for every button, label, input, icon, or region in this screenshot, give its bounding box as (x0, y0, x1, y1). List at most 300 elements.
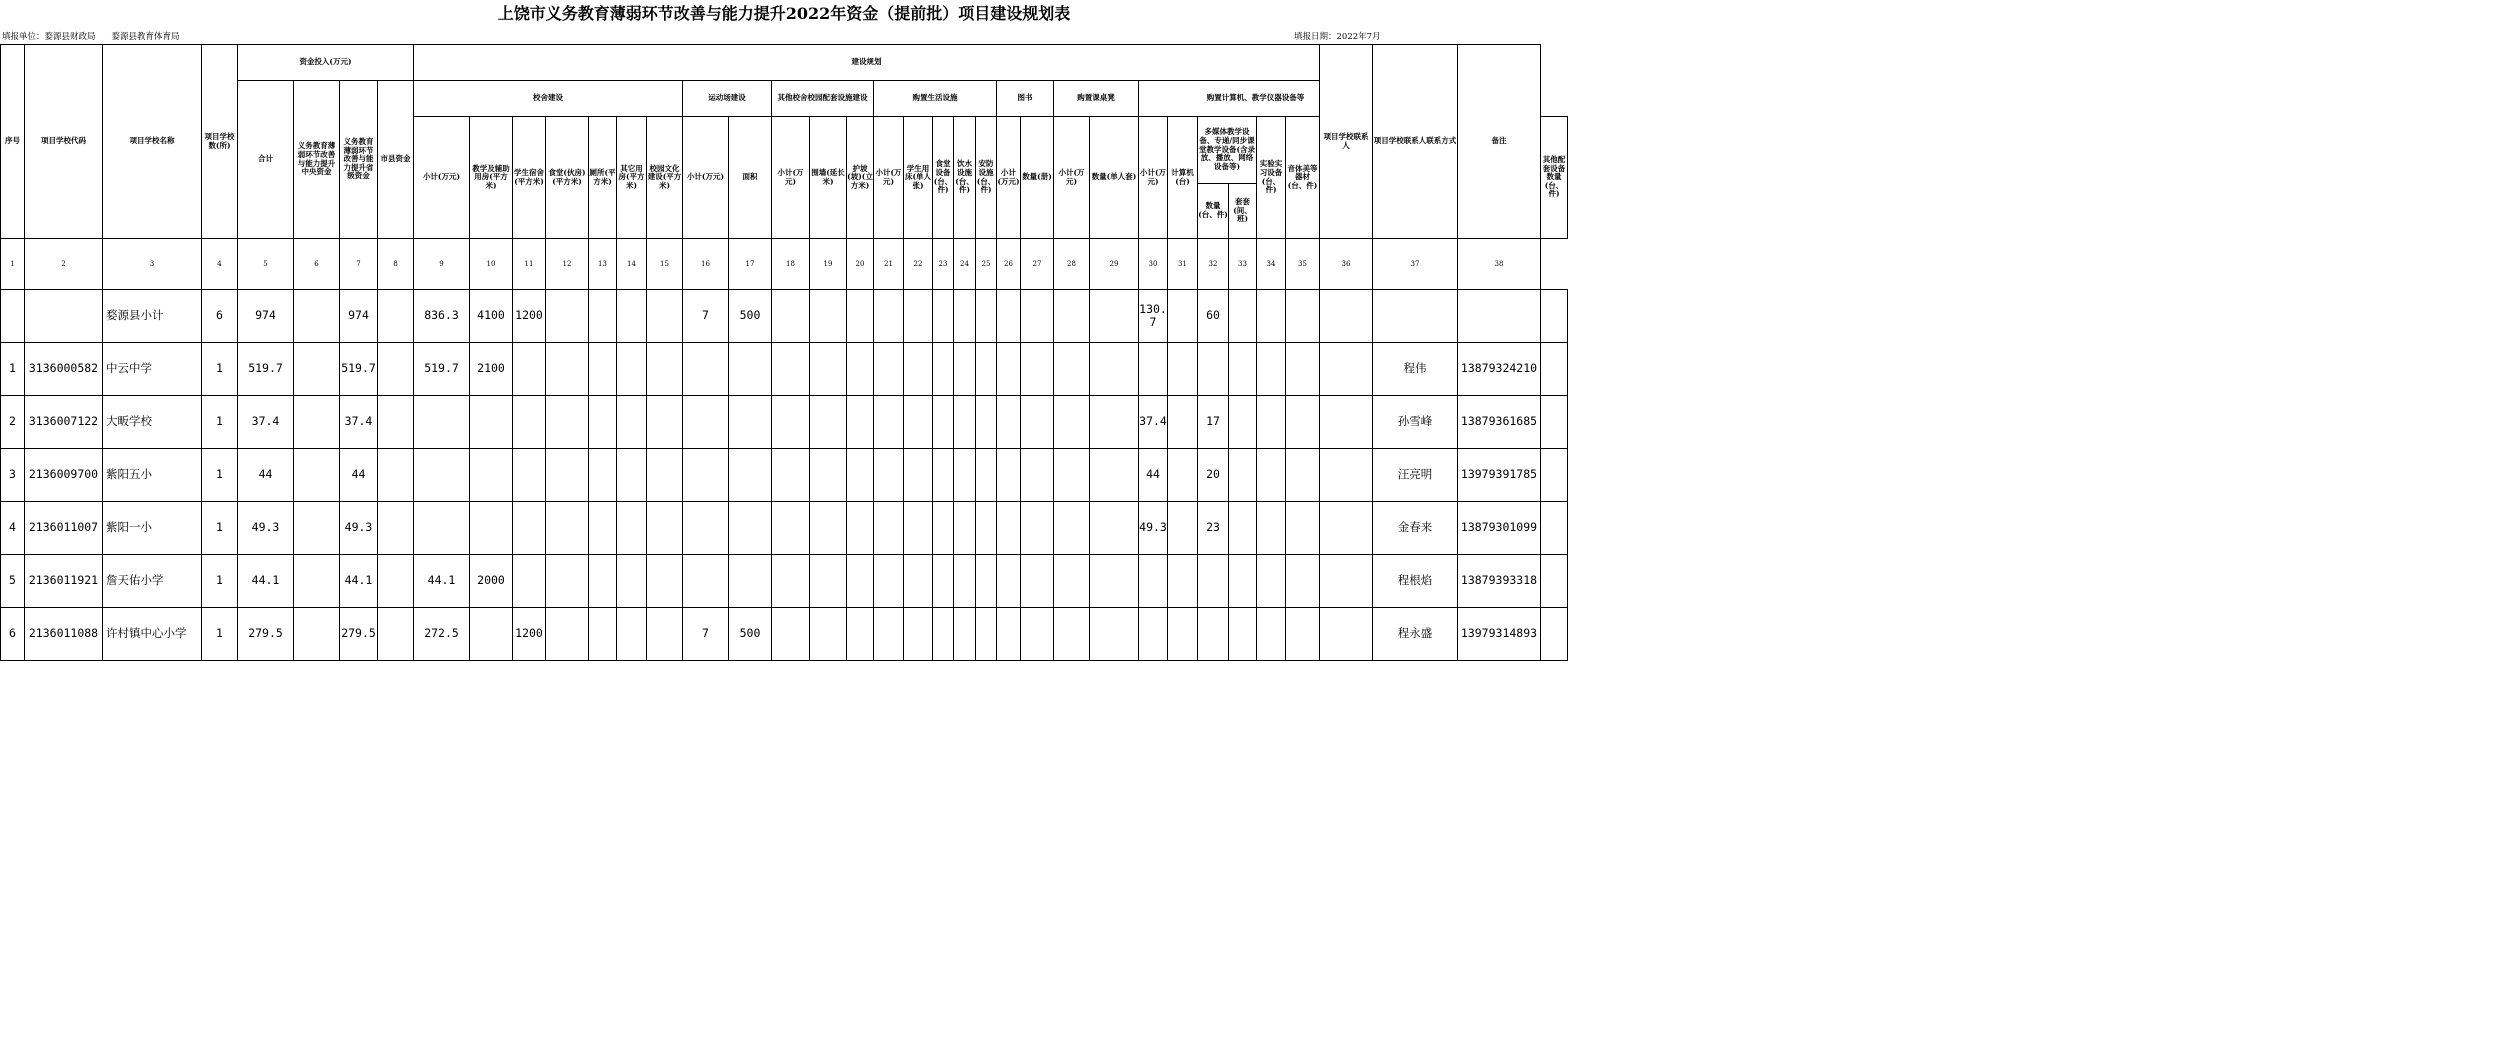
cell-canteen (546, 343, 589, 396)
header-funds: 资金投入(万元) (238, 45, 414, 81)
header-group-books: 图书 (997, 81, 1054, 117)
cell-book-qty (1021, 290, 1054, 343)
cell-water (954, 449, 976, 502)
cell-remark (1541, 449, 1568, 502)
column-number: 26 (997, 239, 1021, 290)
header-group-school-building: 校舍建设 (414, 81, 683, 117)
cell-desk-qty (1090, 502, 1139, 555)
cell-mm-sets (1229, 396, 1257, 449)
cell-province-fund: 44.1 (340, 555, 378, 608)
cell-contact: 程永盛 (1373, 608, 1458, 661)
cell-living-subtotal (874, 343, 904, 396)
cell-mm-qty (1198, 343, 1229, 396)
cell-total: 44 (238, 449, 294, 502)
cell-mm-sets (1229, 449, 1257, 502)
cell-water (954, 502, 976, 555)
cell-slope (847, 608, 874, 661)
cell-sports-area (729, 449, 772, 502)
cell-central-fund (294, 555, 340, 608)
cell-phone (1458, 290, 1541, 343)
column-number: 3 (103, 239, 202, 290)
cell-toilet (589, 608, 617, 661)
cell-book-subtotal (997, 449, 1021, 502)
cell-ancillary-subtotal (772, 608, 810, 661)
cell-seq: 1 (1, 343, 25, 396)
cell-seq: 2 (1, 396, 25, 449)
header-living-subtotal: 小计(万元) (874, 117, 904, 239)
cell-art (1286, 290, 1320, 343)
cell-other-rooms (617, 396, 647, 449)
header-canteen-equipment: 食堂设备(台、件) (933, 117, 954, 239)
cell-city-fund (378, 555, 414, 608)
cell-dormitory (513, 449, 546, 502)
cell-canteen (546, 608, 589, 661)
cell-mm-qty: 23 (1198, 502, 1229, 555)
cell-art (1286, 396, 1320, 449)
cell-culture (647, 396, 683, 449)
cell-teaching-rooms (470, 396, 513, 449)
header-school-code: 项目学校代码 (25, 45, 103, 239)
cell-book-subtotal (997, 343, 1021, 396)
cell-pc (1168, 608, 1198, 661)
cell-central-fund (294, 502, 340, 555)
cell-living-subtotal (874, 396, 904, 449)
cell-central-fund (294, 290, 340, 343)
cell-computer-subtotal: 44 (1139, 449, 1168, 502)
cell-art (1286, 343, 1320, 396)
column-number: 29 (1090, 239, 1139, 290)
cell-slope (847, 555, 874, 608)
column-number: 16 (683, 239, 729, 290)
header-plan: 建设规划 (414, 45, 1320, 81)
cell-slope (847, 449, 874, 502)
cell-other-rooms (617, 343, 647, 396)
header-total: 合计 (238, 81, 294, 239)
header-desk-qty: 数量(单人套) (1090, 117, 1139, 239)
cell-dormitory: 1200 (513, 290, 546, 343)
cell-code: 3136007122 (25, 396, 103, 449)
cell-book-qty (1021, 608, 1054, 661)
cell-city-fund (378, 343, 414, 396)
header-computer-subtotal: 小计(万元) (1139, 117, 1168, 239)
cell-canteen-equipment (933, 290, 954, 343)
cell-lab (1257, 290, 1286, 343)
cell-total: 974 (238, 290, 294, 343)
cell-computer-subtotal: 37.4 (1139, 396, 1168, 449)
cell-slope (847, 290, 874, 343)
cell-book-subtotal (997, 396, 1021, 449)
header-mm-qty: 数量(台、件) (1198, 184, 1229, 238)
cell-wall (810, 502, 847, 555)
cell-desk-subtotal (1054, 502, 1090, 555)
cell-seq: 5 (1, 555, 25, 608)
cell-dormitory (513, 502, 546, 555)
cell-water (954, 555, 976, 608)
cell-other-equipment (1320, 608, 1373, 661)
cell-ancillary-subtotal (772, 343, 810, 396)
cell-seq: 6 (1, 608, 25, 661)
column-number: 18 (772, 239, 810, 290)
cell-school-name: 詹天佑小学 (103, 555, 202, 608)
column-number: 34 (1257, 239, 1286, 290)
cell-remark (1541, 396, 1568, 449)
cell-count: 1 (202, 555, 238, 608)
cell-canteen (546, 396, 589, 449)
cell-sports-area (729, 396, 772, 449)
cell-desk-subtotal (1054, 396, 1090, 449)
column-number: 11 (513, 239, 546, 290)
cell-mm-sets (1229, 343, 1257, 396)
cell-seq (1, 290, 25, 343)
cell-mm-sets (1229, 502, 1257, 555)
column-number: 1 (1, 239, 25, 290)
table-row (1, 396, 1568, 449)
cell-count: 1 (202, 608, 238, 661)
cell-other-rooms (617, 608, 647, 661)
column-number: 10 (470, 239, 513, 290)
cell-school-name: 中云中学 (103, 343, 202, 396)
cell-central-fund (294, 343, 340, 396)
cell-school-name: 许村镇中心小学 (103, 608, 202, 661)
cell-pc (1168, 555, 1198, 608)
column-number: 38 (1458, 239, 1541, 290)
cell-dormitory (513, 396, 546, 449)
cell-pc (1168, 290, 1198, 343)
cell-desk-qty (1090, 555, 1139, 608)
cell-remark (1541, 608, 1568, 661)
column-number: 28 (1054, 239, 1090, 290)
cell-computer-subtotal: 49.3 (1139, 502, 1168, 555)
cell-toilet (589, 502, 617, 555)
cell-count: 1 (202, 502, 238, 555)
cell-building-subtotal (414, 396, 470, 449)
cell-book-subtotal (997, 555, 1021, 608)
cell-computer-subtotal: 130.7 (1139, 290, 1168, 343)
cell-building-subtotal (414, 449, 470, 502)
table-row (1, 555, 1568, 608)
header-remark: 备注 (1458, 45, 1541, 239)
cell-toilet (589, 555, 617, 608)
cell-building-subtotal: 272.5 (414, 608, 470, 661)
cell-other-rooms (617, 449, 647, 502)
cell-book-qty (1021, 555, 1054, 608)
cell-city-fund (378, 608, 414, 661)
cell-remark (1541, 502, 1568, 555)
cell-other-rooms (617, 290, 647, 343)
cell-safety (976, 608, 997, 661)
cell-contact: 程根焰 (1373, 555, 1458, 608)
column-number: 19 (810, 239, 847, 290)
header-contact: 项目学校联系人 (1320, 45, 1373, 239)
header-toilet: 厕所(平方米) (589, 117, 617, 239)
header-group-sports: 运动场建设 (683, 81, 772, 117)
header-canteen: 食堂(伙房)(平方米) (546, 117, 589, 239)
cell-mm-qty (1198, 608, 1229, 661)
cell-canteen (546, 555, 589, 608)
cell-school-name: 婺源县小计 (103, 290, 202, 343)
table-row (1, 449, 1568, 502)
cell-canteen-equipment (933, 608, 954, 661)
cell-remark (1541, 343, 1568, 396)
cell-water (954, 396, 976, 449)
cell-central-fund (294, 396, 340, 449)
cell-sports-subtotal (683, 449, 729, 502)
cell-canteen-equipment (933, 502, 954, 555)
header-dormitory: 学生宿舍(平方米) (513, 117, 546, 239)
cell-province-fund: 279.5 (340, 608, 378, 661)
header-multimedia-title: 多媒体教学设备、专递/同步课堂教学设备(含录放、播放、网络设备等) (1198, 117, 1256, 184)
cell-dormitory (513, 555, 546, 608)
cell-city-fund (378, 502, 414, 555)
cell-lab (1257, 502, 1286, 555)
header-teaching-rooms: 教学及辅助用房(平方米) (470, 117, 513, 239)
cell-contact: 金春来 (1373, 502, 1458, 555)
cell-beds (904, 343, 933, 396)
cell-beds (904, 290, 933, 343)
cell-pc (1168, 502, 1198, 555)
cell-seq: 4 (1, 502, 25, 555)
cell-lab (1257, 449, 1286, 502)
cell-total: 37.4 (238, 396, 294, 449)
cell-beds (904, 608, 933, 661)
cell-safety (976, 343, 997, 396)
cell-phone: 13879324210 (1458, 343, 1541, 396)
cell-building-subtotal (414, 502, 470, 555)
cell-book-qty (1021, 396, 1054, 449)
header-art: 音体美等器材(台、件) (1286, 117, 1320, 239)
cell-living-subtotal (874, 555, 904, 608)
cell-safety (976, 290, 997, 343)
column-number: 20 (847, 239, 874, 290)
cell-ancillary-subtotal (772, 449, 810, 502)
cell-code: 3136000582 (25, 343, 103, 396)
cell-desk-subtotal (1054, 290, 1090, 343)
column-number: 21 (874, 239, 904, 290)
cell-remark (1541, 555, 1568, 608)
cell-wall (810, 555, 847, 608)
cell-sports-subtotal (683, 396, 729, 449)
cell-beds (904, 396, 933, 449)
cell-phone: 13879393318 (1458, 555, 1541, 608)
header-beds: 学生用床(单人张) (904, 117, 933, 239)
cell-pc (1168, 343, 1198, 396)
cell-computer-subtotal (1139, 343, 1168, 396)
table-row (1, 502, 1568, 555)
cell-canteen-equipment (933, 449, 954, 502)
cell-sports-area (729, 343, 772, 396)
cell-safety (976, 449, 997, 502)
cell-sports-subtotal (683, 343, 729, 396)
cell-teaching-rooms: 4100 (470, 290, 513, 343)
column-number: 12 (546, 239, 589, 290)
cell-toilet (589, 396, 617, 449)
header-mm-sets: 套套(间、班) (1233, 197, 1252, 224)
cell-desk-subtotal (1054, 343, 1090, 396)
header-culture: 校园文化建设(平方米) (647, 117, 683, 239)
cell-count: 1 (202, 343, 238, 396)
cell-book-qty (1021, 343, 1054, 396)
cell-building-subtotal: 44.1 (414, 555, 470, 608)
cell-ancillary-subtotal (772, 290, 810, 343)
cell-beds (904, 502, 933, 555)
cell-school-name: 紫阳五小 (103, 449, 202, 502)
header-water: 饮水设施(台、件) (954, 117, 976, 239)
header-ancillary-subtotal: 小计(万元) (772, 117, 810, 239)
cell-slope (847, 343, 874, 396)
cell-desk-subtotal (1054, 449, 1090, 502)
fill-unit-education: 婺源县教育体育局 (111, 32, 180, 42)
cell-living-subtotal (874, 502, 904, 555)
cell-canteen-equipment (933, 396, 954, 449)
cell-slope (847, 396, 874, 449)
header-slope: 护坡(坡)(立方米) (847, 117, 874, 239)
header-building-subtotal: 小计(万元) (414, 117, 470, 239)
cell-other-equipment (1320, 343, 1373, 396)
header-city-fund: 市县资金 (378, 81, 414, 239)
cell-code: 2136009700 (25, 449, 103, 502)
cell-book-subtotal (997, 608, 1021, 661)
cell-count: 6 (202, 290, 238, 343)
cell-province-fund: 974 (340, 290, 378, 343)
cell-contact: 程伟 (1373, 343, 1458, 396)
column-number: 17 (729, 239, 772, 290)
cell-wall (810, 290, 847, 343)
cell-wall (810, 608, 847, 661)
cell-phone: 13979314893 (1458, 608, 1541, 661)
header-province-fund: 义务教育薄弱环节改善与能力提升省级资金 (340, 81, 378, 239)
header-group-ancillary: 其他校舍校园配套设施建设 (772, 81, 874, 117)
cell-building-subtotal: 519.7 (414, 343, 470, 396)
cell-total: 49.3 (238, 502, 294, 555)
cell-desk-subtotal (1054, 555, 1090, 608)
column-number: 6 (294, 239, 340, 290)
column-number-row (1, 239, 1568, 290)
cell-school-name: 紫阳一小 (103, 502, 202, 555)
cell-canteen (546, 449, 589, 502)
column-number: 13 (589, 239, 617, 290)
cell-teaching-rooms: 2000 (470, 555, 513, 608)
cell-lab (1257, 608, 1286, 661)
cell-mm-qty (1198, 555, 1229, 608)
cell-book-qty (1021, 449, 1054, 502)
cell-book-qty (1021, 502, 1054, 555)
fill-date: 填报日期：2022年7月 (1294, 32, 1381, 42)
cell-canteen (546, 502, 589, 555)
cell-seq: 3 (1, 449, 25, 502)
column-number: 31 (1168, 239, 1198, 290)
cell-phone: 13979391785 (1458, 449, 1541, 502)
cell-code: 2136011088 (25, 608, 103, 661)
cell-total: 279.5 (238, 608, 294, 661)
header-multimedia-sub (1198, 184, 1256, 238)
cell-total: 519.7 (238, 343, 294, 396)
cell-teaching-rooms: 2100 (470, 343, 513, 396)
header-book-subtotal: 小计(万元) (997, 117, 1021, 239)
cell-other-equipment (1320, 502, 1373, 555)
cell-computer-subtotal (1139, 555, 1168, 608)
header-group-desks: 购置课桌凳 (1054, 81, 1139, 117)
column-number: 8 (378, 239, 414, 290)
header-sports-area: 面积 (729, 117, 772, 239)
cell-sports-subtotal (683, 555, 729, 608)
cell-toilet (589, 290, 617, 343)
cell-mm-sets (1229, 608, 1257, 661)
cell-canteen-equipment (933, 343, 954, 396)
cell-culture (647, 608, 683, 661)
column-number: 22 (904, 239, 933, 290)
cell-province-fund: 37.4 (340, 396, 378, 449)
cell-mm-sets (1229, 290, 1257, 343)
column-number: 14 (617, 239, 647, 290)
cell-building-subtotal: 836.3 (414, 290, 470, 343)
column-number: 36 (1320, 239, 1373, 290)
cell-toilet (589, 449, 617, 502)
cell-water (954, 608, 976, 661)
cell-safety (976, 502, 997, 555)
cell-beds (904, 449, 933, 502)
column-number: 5 (238, 239, 294, 290)
cell-city-fund (378, 449, 414, 502)
column-number: 25 (976, 239, 997, 290)
cell-desk-qty (1090, 608, 1139, 661)
cell-phone: 13879361685 (1458, 396, 1541, 449)
column-number: 7 (340, 239, 378, 290)
header-pc: 计算机(台) (1168, 117, 1198, 239)
cell-wall (810, 343, 847, 396)
header-school-count: 项目学校数(所) (202, 45, 238, 239)
column-number: 30 (1139, 239, 1168, 290)
cell-teaching-rooms (470, 608, 513, 661)
column-number: 15 (647, 239, 683, 290)
column-number: 37 (1373, 239, 1458, 290)
cell-safety (976, 396, 997, 449)
header-group-computers: 购置计算机、教学仪器设备等 (1139, 81, 1373, 117)
cell-lab (1257, 396, 1286, 449)
cell-province-fund: 49.3 (340, 502, 378, 555)
cell-wall (810, 449, 847, 502)
header-contact-phone: 项目学校联系人联系方式 (1373, 45, 1458, 239)
header-group-living: 购置生活设施 (874, 81, 997, 117)
cell-sports-area (729, 502, 772, 555)
cell-toilet (589, 343, 617, 396)
cell-book-subtotal (997, 502, 1021, 555)
cell-teaching-rooms (470, 502, 513, 555)
cell-sports-subtotal (683, 502, 729, 555)
cell-desk-qty (1090, 343, 1139, 396)
table-row (1, 608, 1568, 661)
cell-total: 44.1 (238, 555, 294, 608)
cell-code: 2136011007 (25, 502, 103, 555)
cell-pc (1168, 449, 1198, 502)
cell-dormitory (513, 343, 546, 396)
subtotal-row (1, 290, 1568, 343)
cell-contact: 汪亮明 (1373, 449, 1458, 502)
cell-culture (647, 555, 683, 608)
cell-living-subtotal (874, 449, 904, 502)
cell-pc (1168, 396, 1198, 449)
column-number: 27 (1021, 239, 1054, 290)
cell-ancillary-subtotal (772, 396, 810, 449)
column-number: 4 (202, 239, 238, 290)
cell-desk-subtotal (1054, 608, 1090, 661)
cell-code (25, 290, 103, 343)
cell-living-subtotal (874, 290, 904, 343)
column-number: 9 (414, 239, 470, 290)
cell-remark (1541, 290, 1568, 343)
cell-mm-qty: 60 (1198, 290, 1229, 343)
header-lab: 实验实习设备(台、件) (1257, 117, 1286, 239)
cell-wall (810, 396, 847, 449)
